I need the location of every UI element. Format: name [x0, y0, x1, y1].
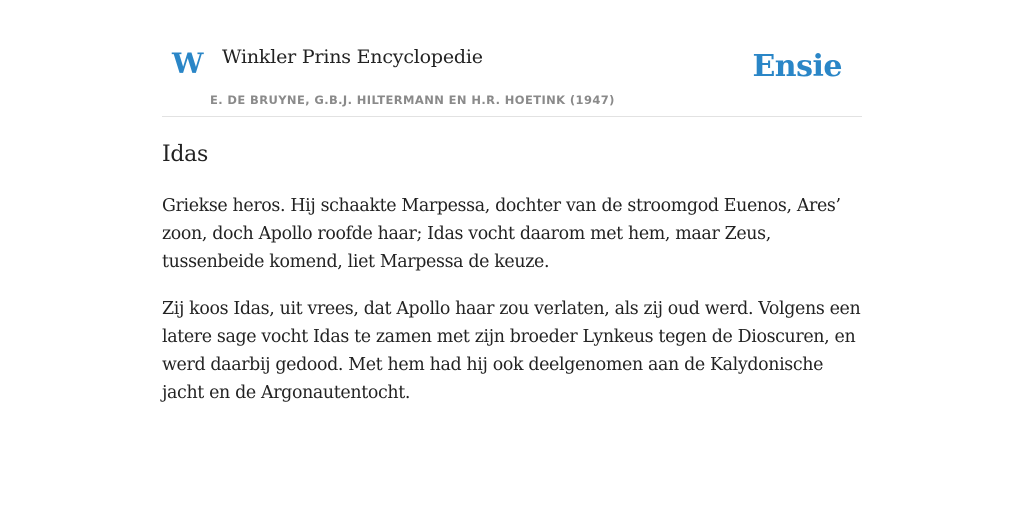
article-paragraph: Griekse heros. Hij schaakte Marpessa, dochter van de stroomgod Euenos, Ares’ zoon, doch Apollo roofde haar; Idas vocht daarom met hem, maar Zeus, tussenbeide komend, liet Marpessa de keuze. — [162, 196, 841, 272]
ensie-logo[interactable]: Ensie — [752, 49, 842, 84]
article-title: Idas — [162, 142, 208, 167]
source-authors: E. DE BRUYNE, G.B.J. HILTERMANN EN H.R. HOETINK (1947) — [210, 93, 615, 107]
article-paragraph: Zij koos Idas, uit vrees, dat Apollo haar zou verlaten, als zij oud werd. Volgens een latere sage vocht Idas te zamen met zijn broeder Lynkeus tegen de Dioscuren, en werd daarbij gedood. Met hem had hij ook deelgenomen aan de Kalydonische jacht en de Argonautentocht. — [162, 299, 861, 403]
article — [162, 140, 862, 407]
source-logo[interactable]: W — [172, 47, 204, 80]
source-title[interactable]: Winkler Prins Encyclopedie — [222, 46, 483, 68]
source-header — [162, 0, 862, 117]
